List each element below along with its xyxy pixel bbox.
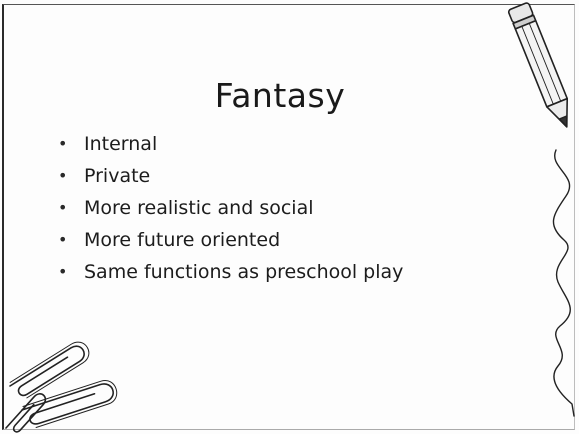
bullet-dot-icon: • [58, 134, 68, 153]
bullet-text: Same functions as preschool play [84, 261, 404, 283]
bullet-item [58, 256, 403, 288]
paperclips-icon [0, 340, 130, 434]
bullet-dot-icon: • [58, 198, 68, 217]
bullet-text: More future oriented [84, 229, 281, 251]
pencil-icon [488, 0, 579, 420]
bullet-dot-icon: • [58, 262, 68, 281]
bullet-dot-icon: • [58, 230, 68, 249]
bullet-dot-icon: • [58, 166, 68, 185]
bullet-item [58, 128, 403, 160]
bullet-text: Private [84, 165, 151, 187]
bullet-text: Internal [84, 133, 158, 155]
bullet-item [58, 160, 403, 192]
bullet-list [58, 128, 403, 288]
bullet-text: More realistic and social [84, 197, 314, 219]
slide-title: Fantasy [214, 76, 346, 115]
bullet-item [58, 224, 403, 256]
bullet-item [58, 192, 403, 224]
